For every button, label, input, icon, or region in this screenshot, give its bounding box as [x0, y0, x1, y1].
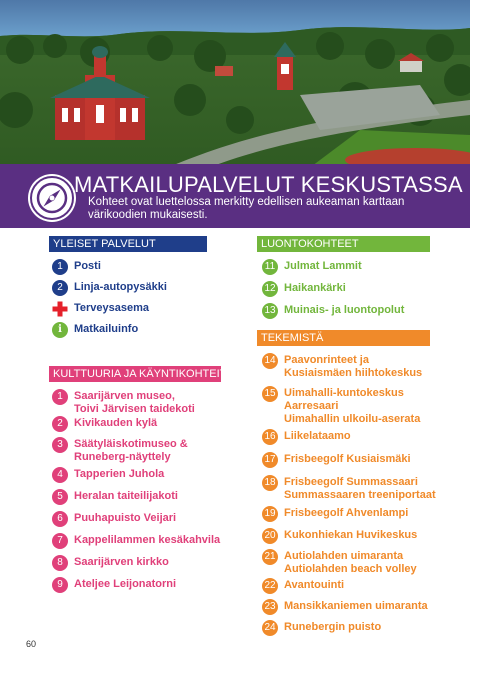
- number-badge: 18: [262, 475, 278, 491]
- number-badge: 17: [262, 452, 278, 468]
- item-label: Runebergin puisto: [284, 621, 382, 633]
- number-badge: 19: [262, 506, 278, 522]
- info-icon: i: [52, 322, 68, 338]
- number-badge: 2: [52, 416, 68, 432]
- item-label-line: Runeberg-näyttely: [74, 451, 171, 463]
- item-label: Kivikauden kylä: [74, 417, 158, 429]
- item-label: Ateljee Leijonatorni: [74, 578, 177, 590]
- subtitle-line: Kohteet ovat luettelossa merkitty edellisen aukeaman karttaan: [88, 196, 405, 208]
- item-label-line: Säätyläiskotimuseo &: [74, 438, 188, 450]
- item-label: [284, 550, 417, 576]
- item-label: Liikelataamo: [284, 430, 351, 442]
- item-label-line: Summassaaren treeniportaat: [284, 489, 436, 501]
- item-label: Avantouinti: [284, 579, 345, 591]
- number-badge: 14: [262, 353, 278, 369]
- number-badge: 1: [52, 389, 68, 405]
- item-label-line: Aarresaari: [284, 400, 339, 412]
- number-badge: 12: [262, 281, 278, 297]
- page-number: 60: [26, 639, 37, 649]
- cross-icon: [52, 301, 68, 317]
- item-label-line: Saarijärven museo,: [74, 390, 175, 402]
- number-badge: 20: [262, 528, 278, 544]
- item-label: Muinais- ja luontopolut: [284, 304, 405, 316]
- number-badge: 16: [262, 429, 278, 445]
- item-label: Tapperien Juhola: [74, 468, 165, 480]
- item-label-line: Autiolahden uimaranta: [284, 550, 404, 562]
- number-badge: 23: [262, 599, 278, 615]
- item-label: [284, 387, 420, 426]
- item-label: Linja-autopysäkki: [74, 281, 167, 293]
- item-label: Heralan taiteilijakoti: [74, 490, 178, 502]
- item-label: [74, 390, 195, 416]
- number-badge: 9: [52, 577, 68, 593]
- item-label: [284, 354, 422, 380]
- item-label: Matkailuinfo: [74, 323, 139, 335]
- item-label: Kukonhiekan Huvikeskus: [284, 529, 418, 541]
- item-label: Posti: [74, 260, 101, 272]
- number-badge: 15: [262, 386, 278, 402]
- number-badge: 24: [262, 620, 278, 636]
- item-label: Julmat Lammit: [284, 260, 362, 272]
- section-header-yleiset: YLEISET PALVELUT: [49, 236, 207, 252]
- number-badge: 22: [262, 578, 278, 594]
- item-label: Kappelilammen kesäkahvila: [74, 534, 221, 546]
- item-label: Frisbeegolf Kusiaismäki: [284, 453, 411, 465]
- aerial-photo: [0, 0, 470, 175]
- item-label: Puuhapuisto Veijari: [74, 512, 177, 524]
- number-badge: 13: [262, 303, 278, 319]
- item-label-line: Kusiaismäen hiihtokeskus: [284, 367, 423, 379]
- item-label-line: Autiolahden beach volley: [284, 563, 417, 575]
- section-header-kulttuuri: KULTTUURIA JA KÄYNTIKOHTEITA: [49, 366, 221, 382]
- item-label: Frisbeegolf Ahvenlampi: [284, 507, 409, 519]
- section-header-luonto: LUONTOKOHTEET: [257, 236, 430, 252]
- item-label: [74, 438, 188, 464]
- compass-icon: [30, 176, 74, 220]
- number-badge: 6: [52, 511, 68, 527]
- item-label-line: Toivi Järvisen taidekoti: [74, 403, 195, 415]
- item-label: [284, 476, 436, 502]
- number-badge: 21: [262, 549, 278, 565]
- number-badge: 3: [52, 437, 68, 453]
- page-subtitle: [88, 196, 448, 222]
- page-title: MATKAILUPALVELUT KESKUSTASSA: [74, 172, 463, 197]
- number-badge: 4: [52, 467, 68, 483]
- item-label: Saarijärven kirkko: [74, 556, 169, 568]
- section-header-tekemista: TEKEMISTÄ: [257, 330, 430, 346]
- item-label: Terveysasema: [74, 302, 150, 314]
- subtitle-line: värikoodien mukaisesti.: [88, 209, 208, 221]
- item-label-line: Paavonrinteet ja: [284, 354, 369, 366]
- item-label: Mansikkaniemen uimaranta: [284, 600, 428, 612]
- number-badge: 5: [52, 489, 68, 505]
- item-label-line: Uimahalli-kuntokeskus: [284, 387, 404, 399]
- item-label-line: Frisbeegolf Summassaari: [284, 476, 418, 488]
- number-badge: 7: [52, 533, 68, 549]
- number-badge: 2: [52, 280, 68, 296]
- item-label-line: Uimahallin ulkoilu-aserata: [284, 413, 421, 425]
- number-badge: 1: [52, 259, 68, 275]
- number-badge: 8: [52, 555, 68, 571]
- item-label: Haikankärki: [284, 282, 346, 294]
- number-badge: 11: [262, 259, 278, 275]
